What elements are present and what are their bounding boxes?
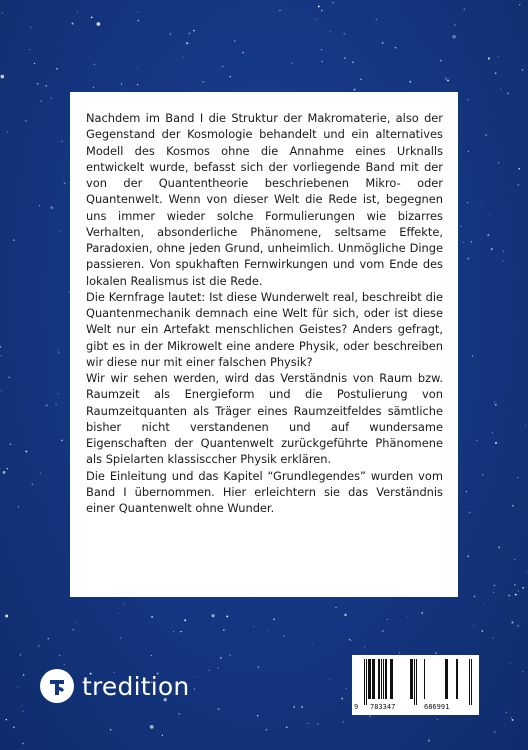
publisher-name: tredition bbox=[82, 671, 190, 701]
isbn-barcode bbox=[352, 655, 479, 715]
blurb-paragraph-1: Nachdem im Band I die Struktur der Makromaterie, also der Gegenstand der Kosmologie behandelt und ein alternatives Modell des Kosmos ohne die Annahme eines Urknalls entwickelt wurde, befasst sich der vorliegende Band mit der von der Quantentheorie beschriebenen Mikro- oder Quantenwelt. Wenn von dieser Welt die Rede ist, begegnen uns immer wieder solche Formulierungen wie bizarres Verhalten, absonderliche Phänomene, seltsame Effekte, Paradoxien, ohne jeden Grund, unheimlich. Unmögliche Dinge passieren. Von spukhaften Fernwirkungen und vom Ende des lokalen Realismus ist die Rede. bbox=[86, 111, 443, 288]
blurb-paragraph-4: Die Einleitung und das Kapitel “Grundlegendes” wurden vom Band I übernommen. Hier erleichtern sie das Verständnis einer Quantenwelt ohne Wunder. bbox=[86, 468, 443, 515]
blurb-paragraph-2: Die Kernfrage lautet: Ist diese Wunderwelt real, beschreibt die Quantenmechanik demnach eine Welt für sich, oder ist diese Welt nur ein Artefakt menschlichen Geistes? Anders gefragt, gibt es in der Mikrowelt eine andere Physik, oder beschreiben wir diese nur mit einer falschen Physik? bbox=[86, 289, 443, 369]
blurb-paragraph-3: Wir wir sehen werden, wird das Verständnis von Raum bzw. Raumzeit als Energieform und die Postulierung von Raumzeitquanten als Träger eines Raumzeitfeldes sämtliche bisher nicht verstandenen und auf wundersame Eigenschaften der Quantenwelt zurückgeführte Phänomene als Spielarten klassisccher Physik erklären. bbox=[86, 371, 443, 467]
publisher-logo bbox=[40, 668, 189, 704]
barcode-bars bbox=[352, 655, 479, 705]
tredition-t-logo-icon bbox=[40, 669, 74, 703]
barcode-lead-digit: 9 bbox=[354, 703, 359, 711]
blurb-text-box bbox=[70, 92, 458, 597]
barcode-digits bbox=[352, 703, 479, 715]
barcode-digit-group-2: 686991 bbox=[424, 703, 450, 711]
barcode-digit-group-1: 783347 bbox=[370, 703, 396, 711]
